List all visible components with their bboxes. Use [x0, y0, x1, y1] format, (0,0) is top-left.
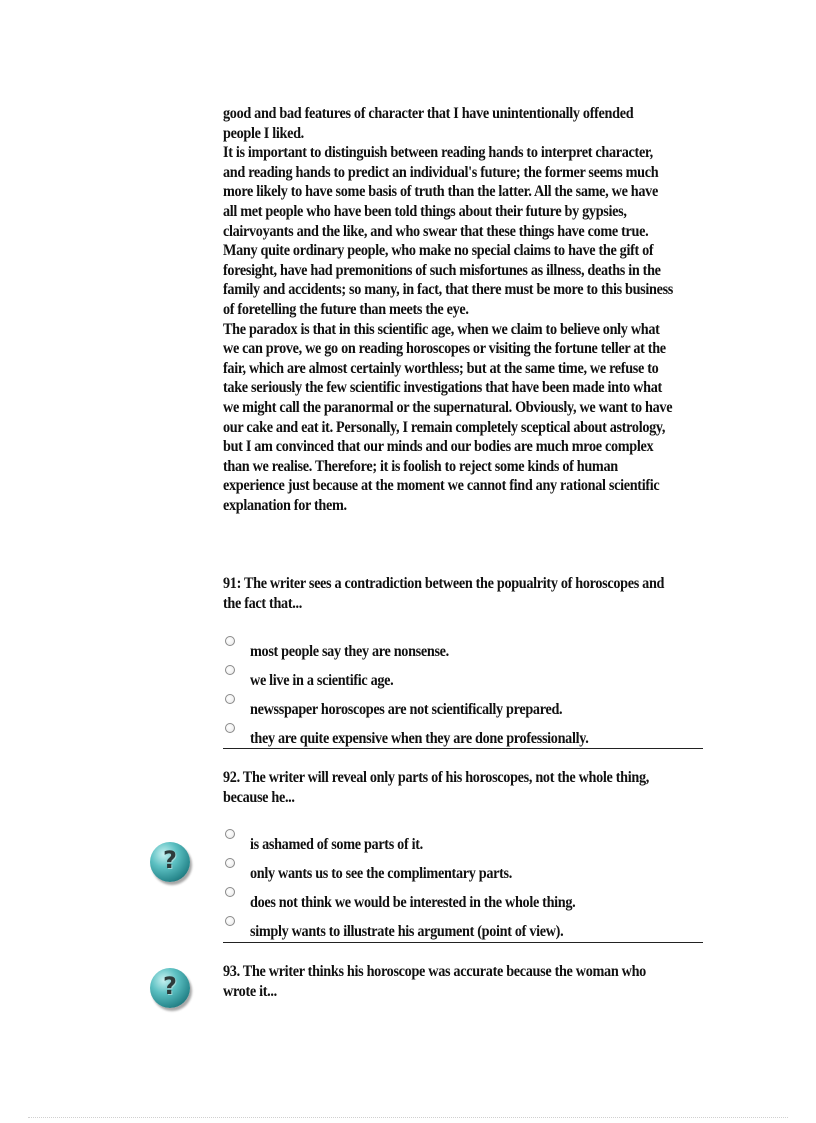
help-icon[interactable]	[150, 968, 190, 1008]
passage-paragraph: It is important to distinguish between reading hands to interpret character, and reading hands to predict an individual's future; the former seems much more likely to have some basis of truth than the latter. All the same, we have all met people who have been told things about their future by gypsies, clairvoyants and the like, and who swear that these things have come true. Many quite ordinary people, who make no special claims to have the gift of foresight, have had premonitions of such misfortunes as illness, deaths in the family and accidents; so many, in fact, that there must be more to this business of foretelling the future than meets the eye.	[223, 144, 674, 318]
passage-paragraph: The paradox is that in this scientific age, when we claim to believe only what we can prove, we go on reading horoscopes or visiting the fortune teller at the fair, which are almost certainly worthless; but at the same time, we refuse to take seriously the few scientific investigations that have been made into what we might call the paranormal or the supernatural. Obviously, we want to have our cake and eat it. Personally, I remain completely sceptical about astrology, but I am convinced that our minds and our bodies are much mroe complex than we realise. Therefore; it is foolish to reject some kinds of human experience just because at the moment we cannot find any rational scientific explanation for them.	[223, 320, 673, 514]
divider	[223, 748, 703, 749]
radio-button[interactable]	[225, 916, 235, 926]
answer-option-label: is ashamed of some parts of it.	[250, 836, 423, 853]
question-92-text: 92. The writer will reveal only parts of his horoscopes, not the whole thing, because he...	[223, 769, 649, 806]
radio-button[interactable]	[225, 665, 235, 675]
question-92-options	[223, 829, 703, 945]
answer-option[interactable]	[223, 829, 703, 858]
radio-button[interactable]	[225, 723, 235, 733]
answer-option[interactable]	[223, 916, 703, 945]
radio-button[interactable]	[225, 887, 235, 897]
passage-paragraph: good and bad features of character that I have unintentionally offended people I liked.	[223, 105, 634, 142]
answer-option-label: newsspaper horoscopes are not scientifically prepared.	[250, 701, 563, 718]
divider	[223, 942, 703, 943]
page-bottom-border	[28, 1117, 788, 1118]
answer-option[interactable]	[223, 665, 703, 694]
reading-passage	[223, 104, 674, 515]
answer-option[interactable]	[223, 694, 703, 723]
radio-button[interactable]	[225, 858, 235, 868]
question-mark-glyph: ?	[163, 846, 177, 874]
answer-option-label: they are quite expensive when they are done professionally.	[250, 730, 589, 747]
answer-option-label: we live in a scientific age.	[250, 672, 394, 689]
answer-option-label: most people say they are nonsense.	[250, 643, 449, 660]
radio-button[interactable]	[225, 694, 235, 704]
radio-button[interactable]	[225, 636, 235, 646]
answer-option[interactable]	[223, 858, 703, 887]
question-93-text: 93. The writer thinks his horoscope was accurate because the woman who wrote it...	[223, 963, 646, 1000]
answer-option[interactable]	[223, 636, 703, 665]
radio-button[interactable]	[225, 829, 235, 839]
answer-option-label: does not think we would be interested in the whole thing.	[250, 894, 576, 911]
question-91-options	[223, 636, 703, 752]
answer-option-label: simply wants to illustrate his argument (point of view).	[250, 923, 564, 940]
question-91-text: 91: The writer sees a contradiction between the popualrity of horoscopes and the fact that...	[223, 575, 665, 612]
answer-option[interactable]	[223, 887, 703, 916]
answer-option-label: only wants us to see the complimentary parts.	[250, 865, 512, 882]
help-icon[interactable]	[150, 842, 190, 882]
question-mark-glyph: ?	[163, 972, 177, 1000]
